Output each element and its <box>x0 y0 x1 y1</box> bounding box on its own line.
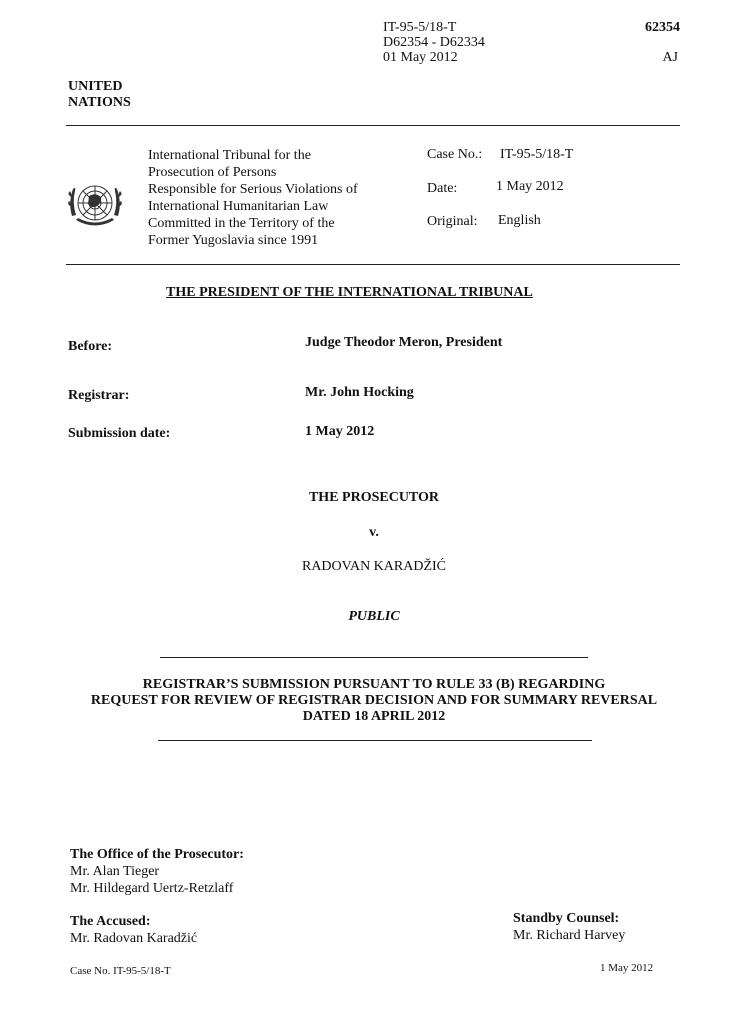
tribunal-line: Committed in the Territory of the <box>148 216 335 231</box>
org-name-line2: NATIONS <box>68 95 131 110</box>
registrar-label: Registrar: <box>68 388 130 403</box>
original-label: Original: <box>427 214 478 229</box>
document-title-line: REGISTRAR’S SUBMISSION PURSUANT TO RULE 33 (B) REGARDING <box>142 677 606 692</box>
un-emblem-icon <box>64 176 126 234</box>
case-no-value: IT-95-5/18-T <box>500 147 574 162</box>
footer-case-no: Case No. IT-95-5/18-T <box>70 965 171 977</box>
page-heading: THE PRESIDENT OF THE INTERNATIONAL TRIBUNAL <box>166 285 533 300</box>
date-label: Date: <box>427 181 458 196</box>
versus-label: v. <box>369 525 379 540</box>
original-value: English <box>498 213 541 228</box>
tribunal-line: International Humanitarian Law <box>148 199 329 214</box>
header-divider <box>66 264 680 265</box>
before-value: Judge Theodor Meron, President <box>305 335 503 350</box>
header-page-number: 62354 <box>645 20 680 35</box>
tribunal-line: International Tribunal for the <box>148 148 311 163</box>
case-no-label: Case No.: <box>427 147 483 162</box>
registrar-value: Mr. John Hocking <box>305 385 414 400</box>
top-divider <box>66 125 680 126</box>
footer-date: 1 May 2012 <box>600 962 654 974</box>
accused-label: The Accused: <box>70 914 151 929</box>
document-title-line: DATED 18 APRIL 2012 <box>302 709 446 724</box>
otp-name: Mr. Hildegard Uertz-Retzlaff <box>70 881 234 896</box>
accused-distribution-name: Mr. Radovan Karadžić <box>70 931 198 946</box>
header-doc-range: D62354 - D62334 <box>383 35 485 50</box>
org-name-line1: UNITED <box>68 79 123 94</box>
date-value: 1 May 2012 <box>496 179 564 194</box>
title-top-rule <box>160 657 588 658</box>
otp-name: Mr. Alan Tieger <box>70 864 160 879</box>
classification-label: PUBLIC <box>348 609 400 624</box>
before-label: Before: <box>68 339 113 354</box>
standby-counsel-label: Standby Counsel: <box>513 911 620 926</box>
header-case-ref: IT-95-5/18-T <box>383 20 457 35</box>
header-initials: AJ <box>662 50 678 65</box>
submission-date-label: Submission date: <box>68 426 171 441</box>
header-date: 01 May 2012 <box>383 50 458 65</box>
otp-label: The Office of the Prosecutor: <box>70 847 244 862</box>
title-bottom-rule <box>158 740 592 741</box>
tribunal-line: Responsible for Serious Violations of <box>148 182 358 197</box>
standby-counsel-name: Mr. Richard Harvey <box>513 928 626 943</box>
submission-date-value: 1 May 2012 <box>305 424 375 439</box>
document-title-line: REQUEST FOR REVIEW OF REGISTRAR DECISION AND FOR SUMMARY REVERSAL <box>90 693 658 708</box>
prosecutor-label: THE PROSECUTOR <box>308 490 440 505</box>
tribunal-line: Former Yugoslavia since 1991 <box>148 233 319 248</box>
accused-name: RADOVAN KARADŽIĆ <box>301 559 447 574</box>
tribunal-line: Prosecution of Persons <box>148 165 277 180</box>
